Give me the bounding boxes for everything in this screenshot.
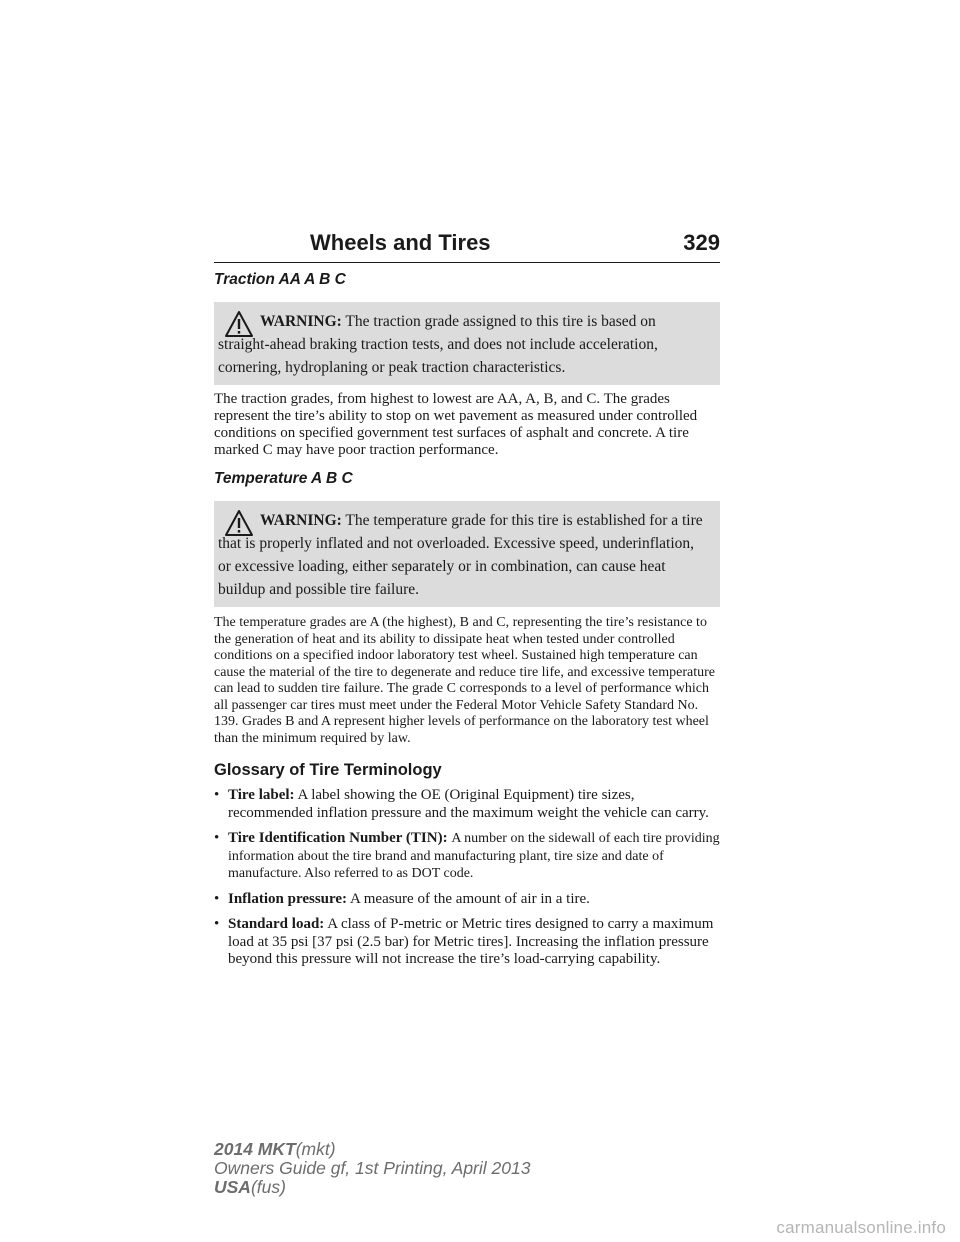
section-title: Wheels and Tires bbox=[310, 230, 491, 255]
glossary-definition: A number on the sidewall of each tire providing information about the tire brand and manufacturing plant, tire size and date of manufacture. Also referred to as DOT code. bbox=[228, 831, 720, 881]
temperature-warning-box bbox=[214, 501, 720, 607]
traction-heading: Traction AA A B C bbox=[214, 271, 346, 288]
footer-line-model bbox=[214, 1140, 530, 1159]
page-header bbox=[214, 228, 720, 263]
warning-message: The traction grade assigned to this tire is based on straight-ahead braking traction tests, and does not include acceleration, cornering, hydroplaning or peak traction characteristics. bbox=[218, 313, 658, 376]
glossary-definition: A class of P-metric or Metric tires designed to carry a maximum load at 35 psi [37 psi (2.5 bar) for Metric tires]. Increasing the inflation pressure beyond this pressure will not increase the tire’s load-carrying capability. bbox=[228, 916, 714, 967]
glossary-term: Tire Identification Number (TIN): bbox=[228, 830, 448, 846]
footer-market-code: (fus) bbox=[250, 1177, 286, 1197]
warning-label: WARNING: bbox=[260, 512, 342, 529]
traction-warning-text bbox=[218, 310, 710, 379]
glossary-term: Inflation pressure: bbox=[228, 890, 348, 907]
bullet: • bbox=[214, 916, 220, 932]
page-content bbox=[214, 270, 720, 969]
temperature-heading: Temperature A B C bbox=[214, 470, 353, 487]
list-item bbox=[214, 830, 720, 883]
bullet: • bbox=[214, 787, 220, 803]
print-footer bbox=[214, 1140, 530, 1197]
bullet: • bbox=[214, 890, 220, 907]
glossary-definition: A label showing the OE (Original Equipment) tire sizes, recommended inflation pressure and the maximum weight the vehicle can carry. bbox=[228, 787, 709, 821]
footer-model-code: (mkt) bbox=[295, 1139, 336, 1159]
glossary-list bbox=[214, 787, 720, 969]
temperature-paragraph: The temperature grades are A (the highest), B and C, representing the tire’s resistance to the generation of heat and its ability to dissipate heat when tested under controlled conditions on a specified indoor laboratory test wheel. Sustained high temperature can cause the material of the tire to degenerate and reduce tire life, and excessive temperature can lead to sudden tire failure. The grade C corresponds to a level of performance which all passenger car tires must meet under the Federal Motor Vehicle Safety Standard No. 139. Grades B and A represent higher levels of performance on the laboratory test wheel than the minimum required by law. bbox=[214, 615, 716, 746]
footer-line-market bbox=[214, 1178, 530, 1197]
list-item bbox=[214, 916, 720, 969]
glossary-term: Standard load: bbox=[228, 916, 325, 932]
traction-warning-box bbox=[214, 302, 720, 385]
warning-message: The temperature grade for this tire is established for a tire that is properly inflated and not overloaded. Excessive speed, underinflation, or excessive loading, either separately or in combination, can cause heat buildup and possible tire failure. bbox=[218, 512, 703, 598]
list-item bbox=[214, 787, 720, 822]
warning-triangle-icon bbox=[224, 509, 254, 537]
glossary-definition: A measure of the amount of air in a tire. bbox=[349, 890, 590, 907]
warning-triangle-icon bbox=[224, 310, 254, 338]
warning-label: WARNING: bbox=[260, 313, 342, 330]
glossary-term: Tire label: bbox=[228, 787, 295, 803]
traction-paragraph: The traction grades, from highest to lowest are AA, A, B, and C. The grades represent the tire’s ability to stop on wet pavement as measured under controlled conditions on specified government test surfaces of asphalt and concrete. A tire marked C may have poor traction performance. bbox=[214, 391, 698, 458]
page-number: 329 bbox=[683, 230, 720, 255]
footer-line-edition: Owners Guide gf, 1st Printing, April 2013 bbox=[214, 1158, 531, 1178]
watermark: carmanualsonline.info bbox=[776, 1218, 946, 1237]
footer-model: 2014 MKT bbox=[214, 1139, 296, 1159]
footer-market: USA bbox=[214, 1177, 251, 1197]
temperature-warning-text bbox=[218, 509, 710, 601]
glossary-heading: Glossary of Tire Terminology bbox=[214, 761, 442, 779]
bullet: • bbox=[214, 830, 220, 846]
list-item bbox=[214, 891, 720, 909]
